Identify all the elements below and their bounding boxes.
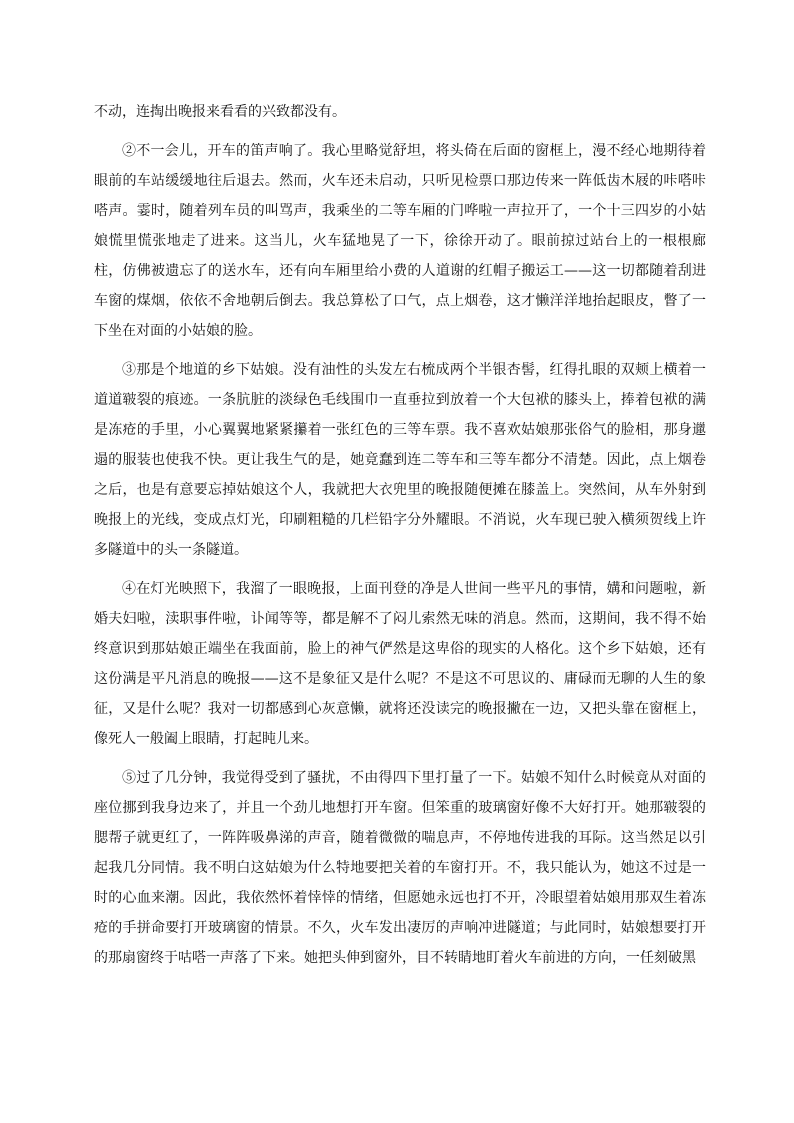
document-body xyxy=(94,97,706,982)
paragraph-2: ②不一会儿，开车的笛声响了。我心里略觉舒坦，将头倚在后面的窗框上，漫不经心地期待着眼前的车站缓缓地往后退去。然而，火车还未启动，只听见检票口那边传来一阵低齿木屐的咔嗒咔嗒声。霎时，随着列车员的叫骂声，我乘坐的二等车厢的门哗啦一声拉开了，一个十三四岁的小姑娘慌里慌张地走了进来。这当儿，火车猛地晃了一下，徐徐开动了。眼前掠过站台上的一根根廊柱，仿佛被遗忘了的送水车，还有向车厢里给小费的人道谢的红帽子搬运工——这一切都随着刮进车窗的煤烟，依依不舍地朝后倒去。我总算松了口气，点上烟卷，这才懒洋洋地抬起眼皮，瞥了一下坐在对面的小姑娘的脸。 xyxy=(94,143,706,339)
paragraph-continuation: 不动，连掏出晚报来看看的兴致都没有。 xyxy=(94,104,346,120)
paragraph-4: ④在灯光映照下，我溜了一眼晚报，上面刊登的净是人世间一些平凡的事情，媾和问题啦，新婚夫妇啦，渎职事件啦，讣闻等等，都是解不了闷儿索然无味的消息。然而，这期间，我不得不始终意识到那姑娘正端坐在我面前，脸上的神气俨然是这卑俗的现实的人格化。这个乡下姑娘，还有这份满是平凡消息的晚报——这不是象征又是什么呢？不是这不可思议的、庸碌而无聊的人生的象征，又是什么呢？我对一切都感到心灰意懒，就将还没读完的晚报撇在一边，又把头靠在窗框上，像死人一般阖上眼睛，打起盹儿来。 xyxy=(94,581,706,747)
paragraph-3: ③那是个地道的乡下姑娘。没有油性的头发左右梳成两个半银杏髻，红得扎眼的双颊上横着一道道皲裂的痕迹。一条肮脏的淡绿色毛线围巾一直垂拉到放着一个大包袱的膝头上，捧着包袱的满是冻疮的手里，小心翼翼地紧紧攥着一张红色的三等车票。我不喜欢姑娘那张俗气的脸相，那身邋遢的服装也使我不快。更让我生气的是，她竟蠢到连二等车和三等车都分不清楚。因此，点上烟卷之后，也是有意要忘掉姑娘这个人，我就把大衣兜里的晚报随便摊在膝盖上。突然间，从车外射到晚报上的光线，变成点灯光，印刷粗糙的几栏铅字分外耀眼。不消说，火车现已驶入横须贺线上许多隧道中的头一条隧道。 xyxy=(94,362,706,558)
paragraph-5: ⑤过了几分钟，我觉得受到了骚扰，不由得四下里打量了一下。姑娘不知什么时候竟从对面的座位挪到我身边来了，并且一个劲儿地想打开车窗。但笨重的玻璃窗好像不大好打开。她那皲裂的腮帮子就更红了，一阵阵吸鼻涕的声音，随着微微的喘息声，不停地传进我的耳际。这当然足以引起我几分同情。我不明白这姑娘为什么特地要把关着的车窗打开。不，我只能认为，她这不过是一时的心血来潮。因此，我依然怀着悻悻的情绪，但愿她永远也打不开，冷眼望着姑娘用那双生着冻疮的手拼命要打开玻璃窗的情景。不久，火车发出凄厉的声响冲进隧道；与此同时，姑娘想要打开的那扇窗终于咕嗒一声落了下来。她把头伸到窗外，目不转睛地盯着火车前进的方向，一任刻破黑 xyxy=(94,770,706,966)
